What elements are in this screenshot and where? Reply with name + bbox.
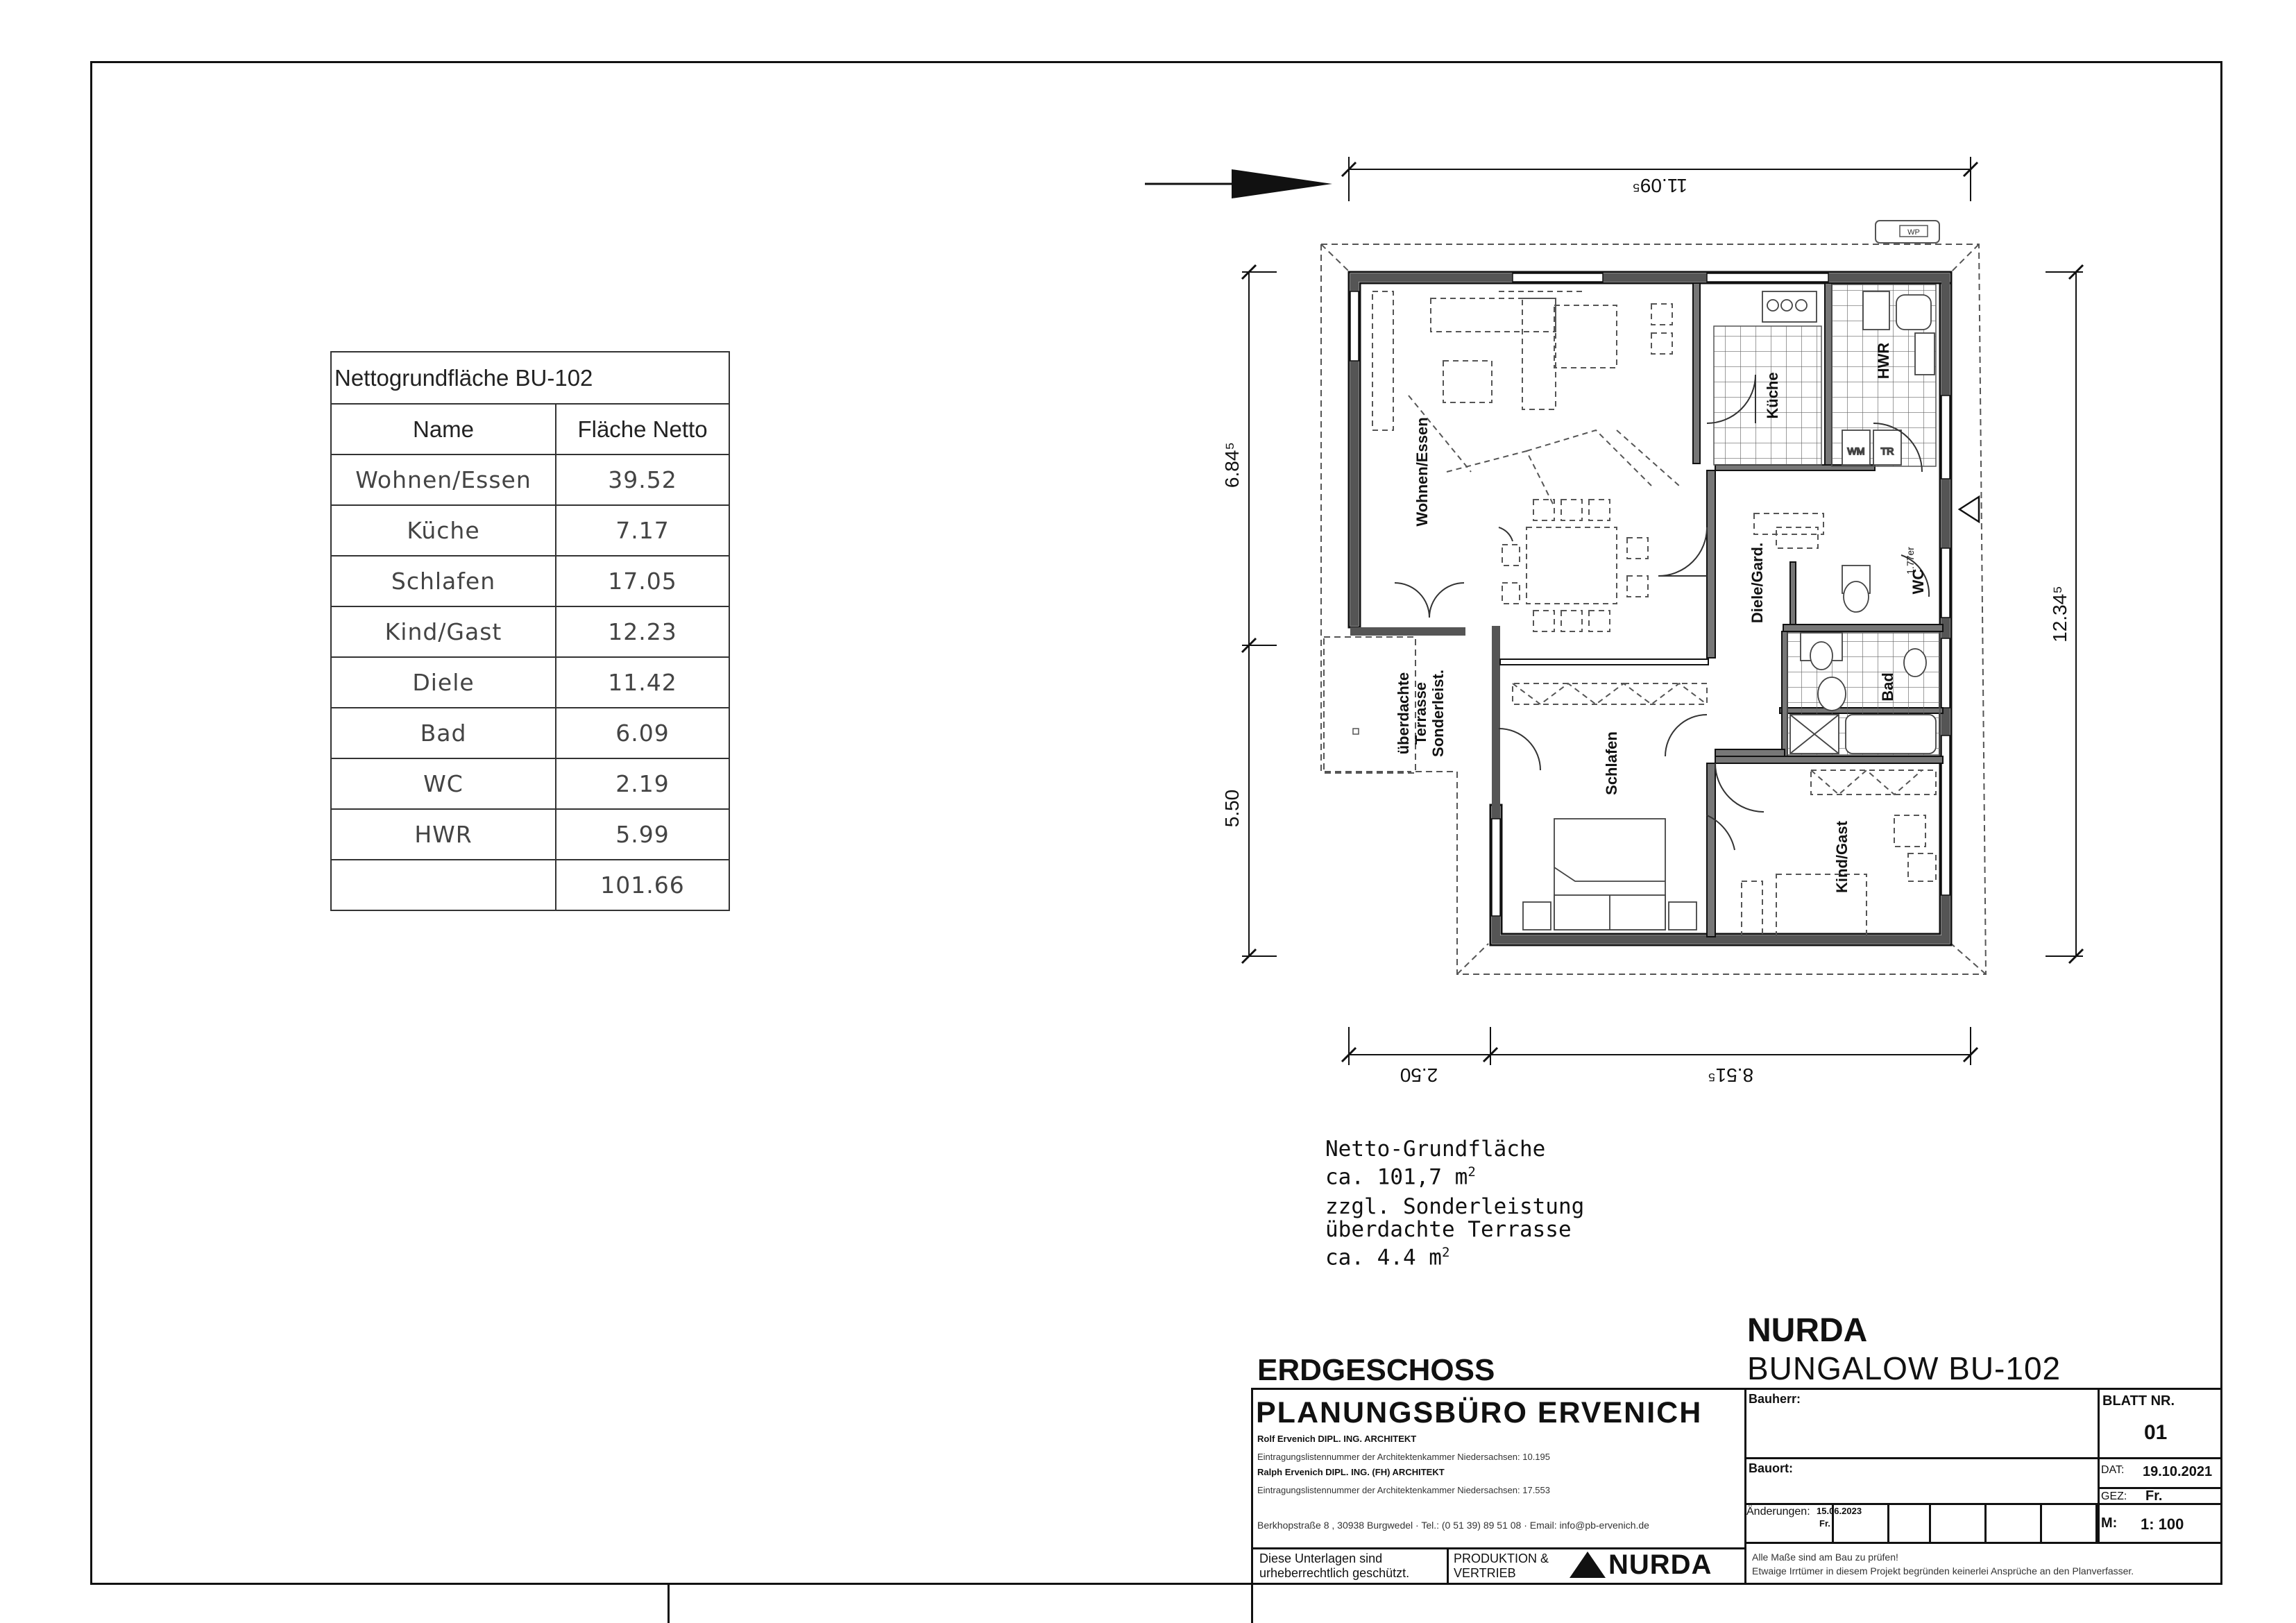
date-value: 19.10.2021 [2143,1464,2213,1479]
architect-2: Ralph Ervenich DIPL. ING. (FH) ARCHITEKT [1257,1467,1445,1477]
drawn-by-value: Fr. [2145,1488,2163,1504]
dim-right-label: 12.34⁵ [2049,586,2070,643]
lbl-diele-label: Diele/Gard. [1749,542,1766,624]
room-area-cell: 11.42 [556,657,729,708]
disclaimer: Alle Maße sind am Bau zu prüfen! Etwaige Irrtümer in diesem Projekt begründen keinerlei Ansprüche an den Planverfasser. [1752,1552,2134,1577]
dim-left-upper-label: 6.84⁵ [1221,441,1243,488]
drawn-by-label: GEZ: [2101,1490,2127,1502]
bed [1523,819,1697,930]
room-name-cell: Schlafen [331,556,556,606]
distribution-label: PRODUKTION & VERTRIEB [1454,1552,1549,1580]
room-area-cell: 12.23 [556,606,729,657]
wardrobe [1372,291,1393,430]
lbl-ter1-label: überdachte [1395,672,1412,755]
room-name-cell: Kind/Gast [331,606,556,657]
dim-top-label: 11.09⁵ [1632,175,1687,196]
lbl-ter3-label: Sonderleist. [1429,670,1447,757]
project-name: NURDA [1747,1312,1868,1349]
entrance-arrow [1145,169,1332,198]
registration-2: Eintragungslistennummer der Architektenkammer Niedersachsen: 17.553 [1257,1485,1550,1495]
lbl-kueche-label: Küche [1764,372,1781,419]
note-line: Netto-Grundfläche [1325,1137,1546,1162]
nurda-logo: NURDA [1570,1549,1712,1581]
scale-value: 1: 100 [2141,1515,2184,1533]
room-area-cell: 39.52 [556,454,729,505]
copyright-divider [1447,1547,1449,1585]
aenderung-cell-line [2040,1503,2042,1542]
room-name-cell: Küche [331,505,556,556]
title-block-vline [2098,1388,2100,1542]
date-label: DAT: [2101,1464,2125,1476]
room-name-cell: WC [331,758,556,809]
room-area-cell: 5.99 [556,809,729,860]
registration-1: Eintragungslistennummer der Architektenkammer Niedersachsen: 10.195 [1257,1452,1550,1462]
room-area-cell: 6.09 [556,708,729,758]
lbl-ter2-label: Terrasse [1412,681,1429,745]
logo-triangle-icon [1570,1552,1606,1578]
aenderung-cells [1832,1503,2098,1542]
room-area-cell: 2.19 [556,758,729,809]
dim-left-lower-label: 5.50 [1221,789,1243,828]
bauort-label: Bauort: [1749,1461,1793,1475]
room-name-cell: Diele [331,657,556,708]
dim-bottom-right-label: 8.51⁵ [1707,1064,1754,1086]
aenderung-cell-line [1929,1503,1931,1542]
scale-label: M: [2101,1515,2118,1531]
wm-text-label: WM [1847,445,1865,457]
room-area-cell: 7.17 [556,505,729,556]
area-note [1325,1138,1584,1270]
lbl-wcsmall-label: 1.77er [1905,547,1916,575]
note-line: überdachte Terrasse [1325,1217,1572,1243]
architect-1: Rolf Ervenich DIPL. ING. ARCHITEKT [1257,1434,1417,1444]
table-title: Nettogrundfläche BU-102 [331,352,729,404]
entrance-marker [1959,497,1979,522]
room-area-cell: 17.05 [556,556,729,606]
dim-bottom-left-label: 2.50 [1400,1064,1438,1086]
aenderung-cell-line [1887,1503,1889,1542]
title-block-divider [1744,1388,1746,1585]
note-line: ca. 101,7 $m^2$ [1325,1164,1476,1190]
room-name-cell: Wohnen/Essen [331,454,556,505]
title-block-hline4 [1744,1542,2222,1544]
title-block-hline2 [1744,1457,2222,1459]
total-area-cell: 101.66 [556,860,729,910]
project-type: BUNGALOW BU-102 [1747,1350,2061,1386]
blatt-label: BLATT NR. [2102,1393,2175,1409]
column-header-area: Fläche Netto [556,404,729,454]
room-name-cell: HWR [331,809,556,860]
copyright-note: Diese Unterlagen sind urheberrechtlich geschützt. [1259,1552,1410,1580]
kitchen-cabinets [1762,291,1817,322]
tr-text-label: TR [1880,445,1894,457]
room-name-cell: Bad [331,708,556,758]
bauherr-label: Bauherr: [1749,1392,1801,1406]
lbl-hwr-label: HWR [1875,342,1892,380]
note-line: ca. 4.4 $m^2$ [1325,1245,1450,1271]
office-address: Berkhopstraße 8 , 30938 Burgwedel · Tel.: (0 51 39) 89 51 08 · Email: info@pb-ervenich.de [1257,1520,1649,1531]
aenderung-by: Fr. [1819,1518,1830,1529]
aenderungen-label: Änderungen: [1746,1506,1810,1518]
wp-text-label: WP [1907,228,1920,237]
floor-title: ERDGESCHOSS [1257,1353,1495,1387]
office-name: PLANUNGSBÜRO ERVENICH [1256,1396,1703,1429]
column-header-name: Name [331,404,556,454]
aenderung-cell-line [1984,1503,1987,1542]
aenderung-date: 15.06.2023 [1817,1506,1862,1516]
lbl-wohnen-label: Wohnen/Essen [1413,417,1431,527]
lbl-bad-label: Bad [1879,672,1896,702]
heat-pump-unit [1876,221,1939,243]
lbl-wc-label: WC [1910,568,1927,595]
note-line: zzgl. Sonderleistung [1325,1194,1585,1220]
lbl-schlafen-label: Schlafen [1603,731,1620,795]
lbl-kind-label: Kind/Gast [1833,821,1851,893]
blatt-value: 01 [2144,1421,2168,1444]
